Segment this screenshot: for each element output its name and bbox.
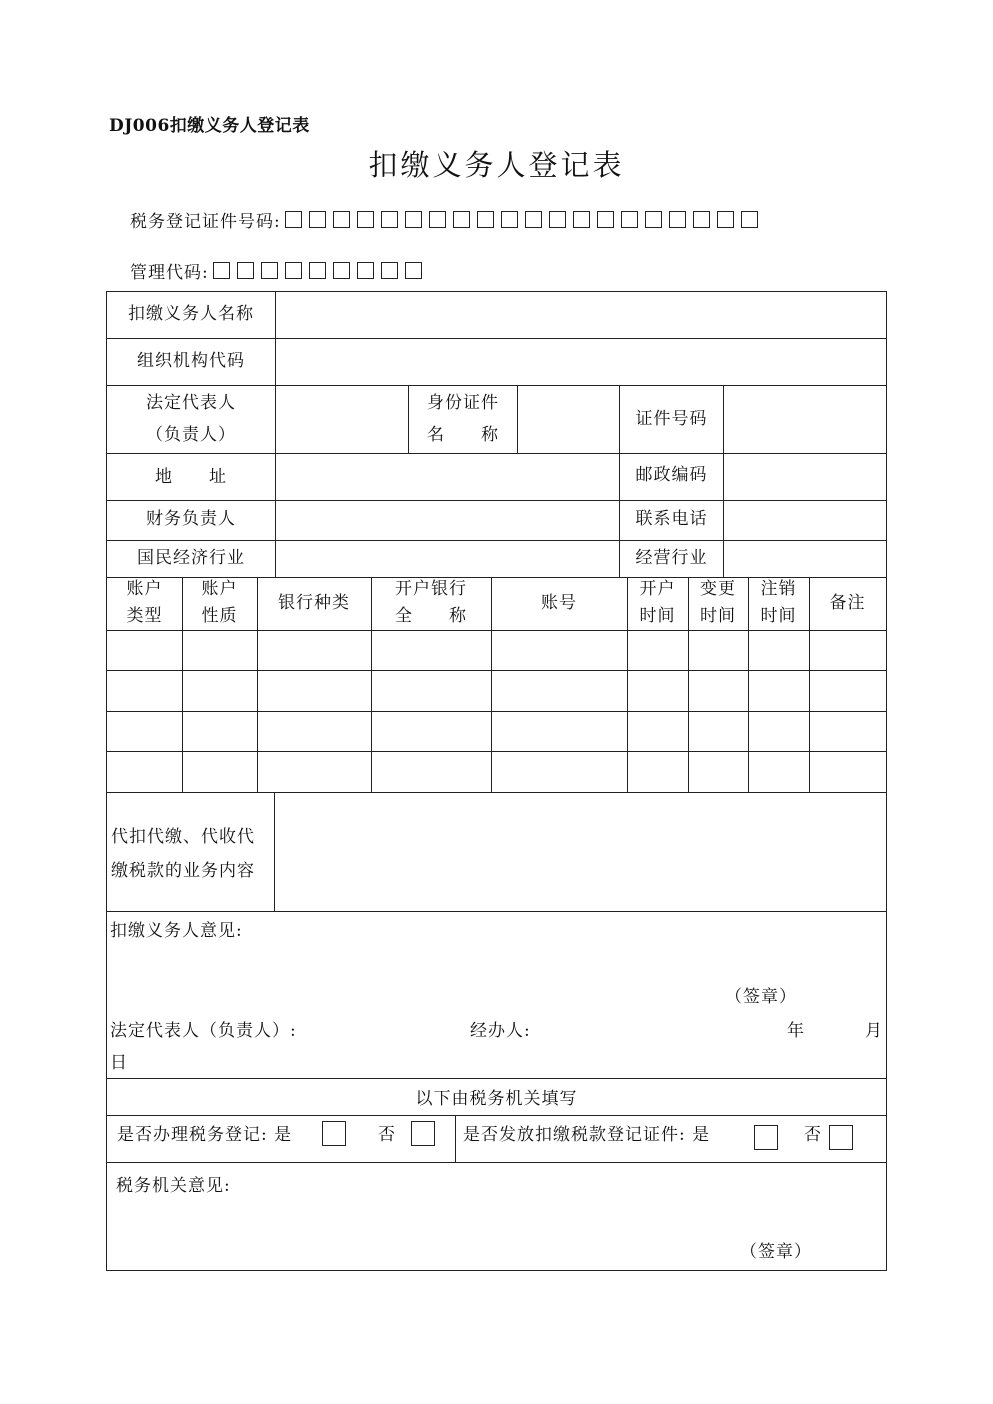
account-table-cell[interactable]: [628, 671, 688, 711]
account-column-header: 银行种类: [278, 593, 350, 613]
account-table-cell[interactable]: [372, 752, 491, 791]
business-content-label: 代扣代缴、代收代: [111, 827, 255, 847]
account-table-cell[interactable]: [183, 752, 257, 791]
tax-reg-number-digit-box[interactable]: [285, 211, 302, 228]
tax-authority-header: 以下由税务机关填写: [415, 1089, 578, 1109]
tax-authority-seal-label: （签章）: [740, 1242, 812, 1262]
id-number-field[interactable]: [724, 386, 886, 453]
org-code-field[interactable]: [276, 339, 886, 385]
finance-head-field[interactable]: [276, 501, 619, 540]
tax-reg-number-digit-box[interactable]: [669, 211, 686, 228]
account-table-cell[interactable]: [689, 671, 748, 711]
account-table-cell[interactable]: [108, 712, 182, 751]
legal-rep-label: 法定代表人: [146, 393, 236, 413]
tax-reg-number-digit-box[interactable]: [741, 211, 758, 228]
account-column-header: 开户: [639, 579, 676, 599]
account-column-header: 类型: [126, 606, 163, 626]
mgmt-code-digit-box[interactable]: [357, 262, 374, 279]
account-table-cell[interactable]: [372, 712, 491, 751]
tax-reg-number-digit-box[interactable]: [357, 211, 374, 228]
tax-reg-number-digit-box[interactable]: [309, 211, 326, 228]
account-table-cell[interactable]: [749, 671, 809, 711]
date-day-label: 日: [110, 1053, 128, 1073]
page-title: 扣缴义务人登记表: [368, 148, 625, 182]
account-table-cell[interactable]: [749, 631, 809, 670]
cert-issue-no-label: 否: [804, 1125, 822, 1145]
cert-issue-no-checkbox[interactable]: [829, 1125, 853, 1150]
finance-head-label: 财务负责人: [146, 509, 236, 529]
mgmt-code-digit-box[interactable]: [381, 262, 398, 279]
postcode-field[interactable]: [724, 454, 886, 500]
withholder-seal-label: （签章）: [725, 987, 797, 1007]
legal-rep-field[interactable]: [276, 386, 408, 453]
account-table-cell[interactable]: [628, 631, 688, 670]
tax-reg-number-digit-box[interactable]: [597, 211, 614, 228]
account-table-cell[interactable]: [810, 712, 886, 751]
mgmt-code-digit-box[interactable]: [213, 262, 230, 279]
account-column-header: 时间: [639, 606, 676, 626]
postcode-label: 邮政编码: [635, 465, 708, 485]
date-year-label: 年: [787, 1021, 805, 1041]
account-table-cell[interactable]: [258, 631, 371, 670]
tax-reg-number-digit-box[interactable]: [573, 211, 590, 228]
business-content-field[interactable]: [275, 793, 886, 911]
withholder-name-field[interactable]: [276, 292, 886, 338]
account-table-cell[interactable]: [749, 752, 809, 791]
tax-reg-number-boxes[interactable]: [285, 211, 758, 228]
account-table-cell[interactable]: [372, 671, 491, 711]
account-table-cell[interactable]: [689, 752, 748, 791]
document-code: DJ006扣缴义务人登记表: [109, 116, 310, 136]
tax-reg-number-digit-box[interactable]: [453, 211, 470, 228]
address-label: 地 址: [155, 467, 227, 487]
account-table-cell[interactable]: [108, 752, 182, 791]
tax-reg-no-checkbox[interactable]: [411, 1121, 435, 1146]
account-column-header: 时间: [760, 606, 797, 626]
tax-reg-number-digit-box[interactable]: [501, 211, 518, 228]
account-column-header: 时间: [700, 606, 736, 626]
tax-reg-number-line: [130, 207, 758, 232]
account-table-cell[interactable]: [628, 752, 688, 791]
account-column-header: 全 称: [395, 606, 467, 626]
tax-reg-number-digit-box[interactable]: [381, 211, 398, 228]
account-table-cell[interactable]: [492, 631, 627, 670]
mgmt-code-digit-box[interactable]: [333, 262, 350, 279]
account-table-cell[interactable]: [492, 752, 627, 791]
legal-rep-label-sub: （负责人）: [146, 425, 236, 445]
cert-issue-question: 是否发放扣缴税款登记证件: 是: [463, 1125, 711, 1145]
business-industry-label: 经营行业: [635, 548, 708, 568]
mgmt-code-boxes[interactable]: [213, 262, 422, 279]
national-industry-label: 国民经济行业: [137, 548, 245, 568]
id-doc-label-sub: 名 称: [427, 425, 499, 445]
account-table-cell[interactable]: [492, 712, 627, 751]
mgmt-code-digit-box[interactable]: [237, 262, 254, 279]
mgmt-code-line: [130, 258, 422, 283]
account-column-header: 开户银行: [395, 579, 467, 599]
account-table-cell[interactable]: [810, 752, 886, 791]
account-table-cell[interactable]: [183, 712, 257, 751]
account-column-header: 注销: [760, 579, 797, 599]
account-column-header: 变更: [700, 579, 736, 599]
mgmt-code-digit-box[interactable]: [309, 262, 326, 279]
mgmt-code-label: 管理代码:: [130, 263, 209, 283]
account-table-cell[interactable]: [183, 631, 257, 670]
tax-reg-number-digit-box[interactable]: [477, 211, 494, 228]
tax-reg-number-digit-box[interactable]: [645, 211, 662, 228]
tax-authority-opinion-label: 税务机关意见:: [116, 1176, 231, 1196]
account-table-cell[interactable]: [810, 671, 886, 711]
handler-sign-label: 经办人:: [470, 1021, 531, 1041]
account-column-header: 账号: [541, 593, 577, 613]
account-table-cell[interactable]: [628, 712, 688, 751]
account-table-cell[interactable]: [689, 631, 748, 670]
tax-reg-number-digit-box[interactable]: [333, 211, 350, 228]
id-number-label: 证件号码: [635, 409, 708, 429]
business-industry-field[interactable]: [724, 541, 886, 577]
account-column-header: 账户: [126, 579, 163, 599]
tax-reg-number-digit-box[interactable]: [405, 211, 422, 228]
date-month-label: 月: [865, 1021, 883, 1041]
tax-reg-yes-checkbox[interactable]: [322, 1121, 346, 1146]
withholder-name-label: 扣缴义务人名称: [128, 304, 254, 324]
withholder-opinion-label: 扣缴义务人意见:: [110, 921, 243, 941]
account-table-cell[interactable]: [372, 631, 491, 670]
address-field[interactable]: [276, 454, 619, 500]
id-doc-label: 身份证件: [427, 393, 499, 413]
mgmt-code-digit-box[interactable]: [405, 262, 422, 279]
legal-rep-sign-label: 法定代表人（负责人）:: [110, 1021, 297, 1041]
tax-reg-no-label: 否: [378, 1125, 396, 1145]
account-table-cell[interactable]: [492, 671, 627, 711]
account-table-cell[interactable]: [258, 712, 371, 751]
cert-issue-yes-checkbox[interactable]: [754, 1125, 778, 1150]
phone-label: 联系电话: [635, 509, 708, 529]
account-table-cell[interactable]: [258, 752, 371, 791]
account-column-header: 性质: [201, 606, 238, 626]
account-table-cell[interactable]: [108, 671, 182, 711]
national-industry-field[interactable]: [276, 541, 619, 577]
account-column-header: 备注: [829, 593, 866, 613]
tax-reg-number-label: 税务登记证件号码:: [130, 212, 281, 232]
account-table-cell[interactable]: [749, 712, 809, 751]
account-table-cell[interactable]: [810, 631, 886, 670]
id-doc-field[interactable]: [518, 386, 619, 453]
mgmt-code-digit-box[interactable]: [285, 262, 302, 279]
phone-field[interactable]: [724, 501, 886, 540]
tax-reg-number-digit-box[interactable]: [693, 211, 710, 228]
tax-reg-number-digit-box[interactable]: [717, 211, 734, 228]
tax-reg-number-digit-box[interactable]: [549, 211, 566, 228]
tax-reg-number-digit-box[interactable]: [525, 211, 542, 228]
account-table-cell[interactable]: [183, 671, 257, 711]
tax-reg-number-digit-box[interactable]: [429, 211, 446, 228]
business-content-label-sub: 缴税款的业务内容: [111, 861, 255, 881]
tax-reg-question: 是否办理税务登记: 是: [117, 1125, 293, 1145]
account-table-cell[interactable]: [689, 712, 748, 751]
tax-reg-number-digit-box[interactable]: [621, 211, 638, 228]
mgmt-code-digit-box[interactable]: [261, 262, 278, 279]
account-column-header: 账户: [201, 579, 238, 599]
account-table-cell[interactable]: [108, 631, 182, 670]
org-code-label: 组织机构代码: [137, 351, 245, 371]
account-table-cell[interactable]: [258, 671, 371, 711]
